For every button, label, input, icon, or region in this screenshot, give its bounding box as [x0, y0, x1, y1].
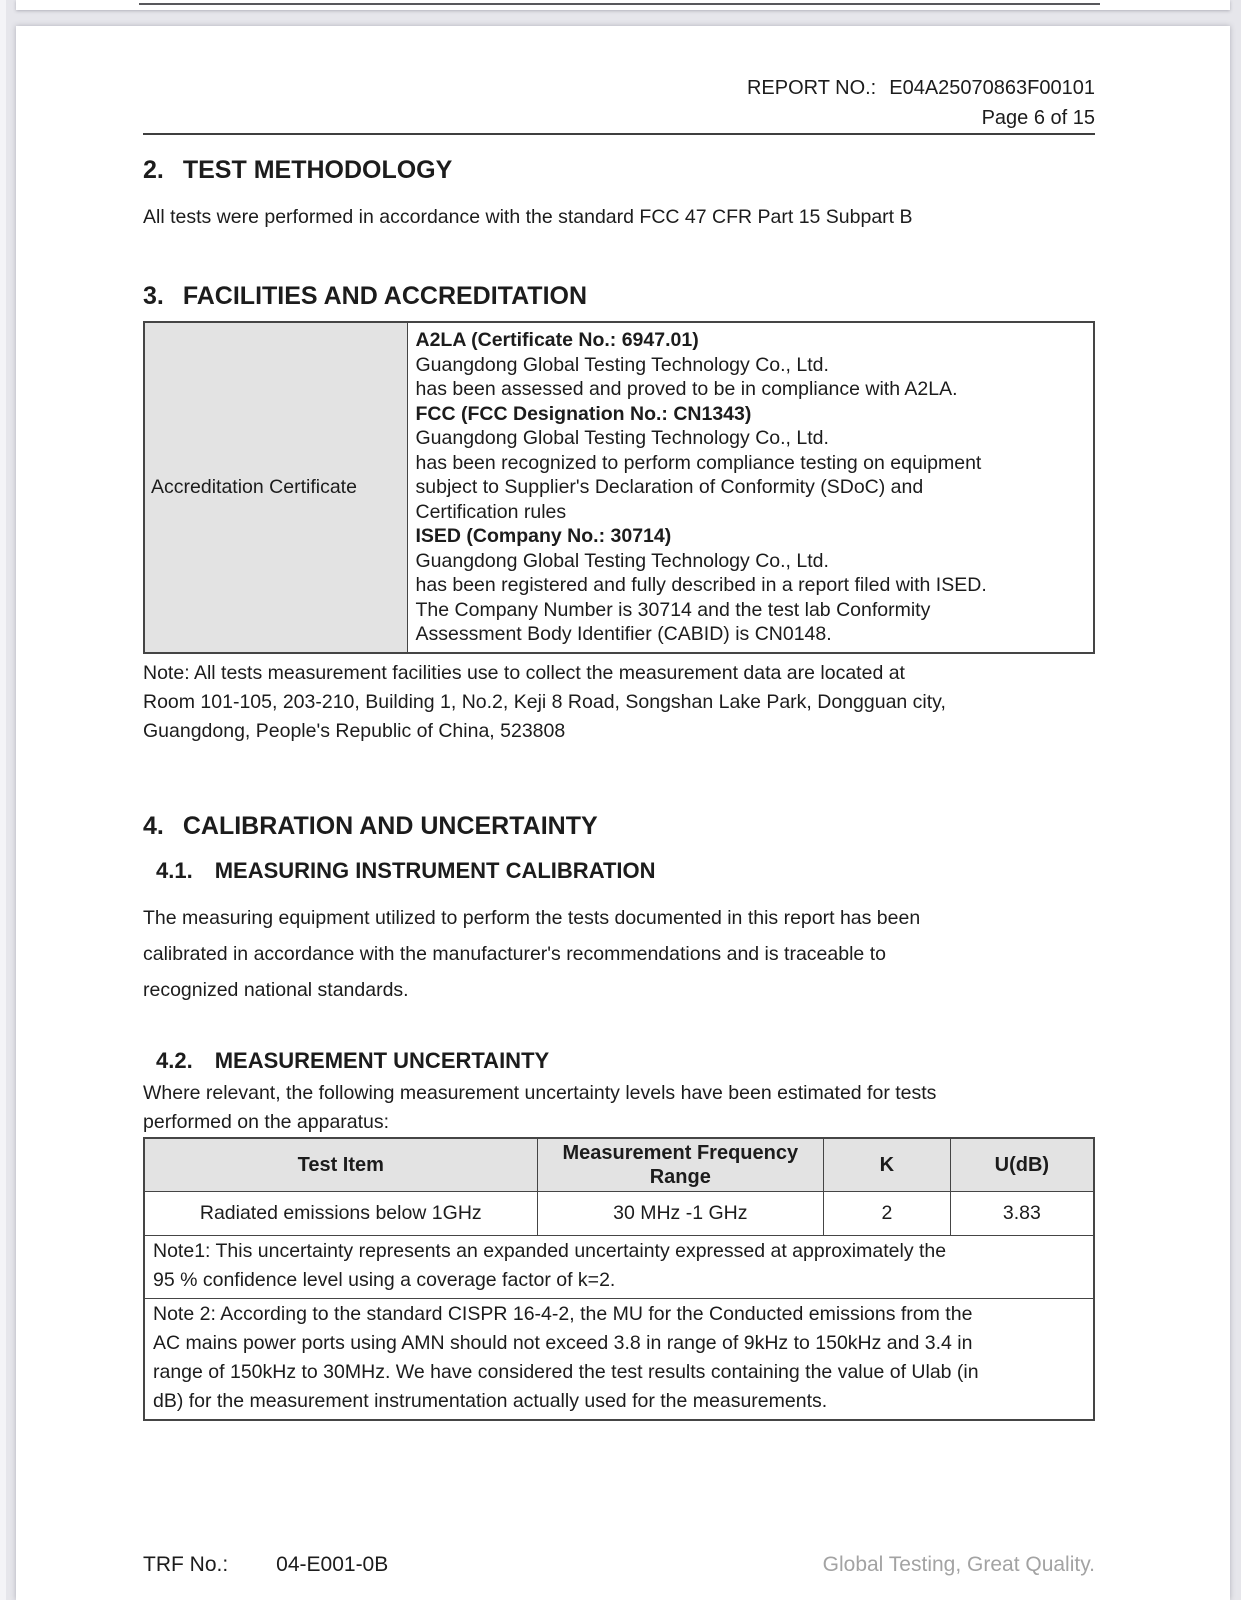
text-line: Where relevant, the following measurement uncertainty levels have been estimated for tests	[143, 1081, 937, 1104]
report-number-label: REPORT NO.:	[746, 77, 877, 99]
section-title: CALIBRATION AND UNCERTAINTY	[182, 811, 598, 840]
header-rule	[143, 133, 1095, 135]
text-line: Room 101-105, 203-210, Building 1, No.2, Keji 8 Road, Songshan Lake Park, Dongguan city,	[143, 690, 946, 713]
footer-slogan: Global Testing, Great Quality.	[822, 1553, 1095, 1576]
section-heading-4	[143, 810, 1095, 842]
page-number-line: Page 6 of 15	[981, 107, 1095, 129]
text-line: has been registered and fully described in a report filed with ISED.	[415, 574, 987, 596]
section-number: 4.2.	[156, 1047, 193, 1073]
column-header-test-item: Test Item	[144, 1138, 537, 1192]
text-line: has been recognized to perform compliance testing on equipment	[415, 451, 982, 474]
column-header-frequency-range: Measurement Frequency Range	[537, 1138, 824, 1192]
previous-page-rule	[139, 3, 1100, 5]
section-number: 4.	[143, 811, 164, 840]
text-line: Guangdong Global Testing Technology Co., Ltd.	[415, 427, 829, 449]
section-number: 2.	[143, 156, 164, 184]
a2la-lines	[416, 353, 1086, 402]
text-line: dB) for the measurement instrumentation actually used for the measurements.	[153, 1389, 828, 1412]
facilities-note	[143, 659, 1095, 746]
ised-lines	[416, 549, 1086, 647]
column-header-udb: U(dB)	[950, 1138, 1094, 1192]
section-heading-3	[143, 280, 1095, 312]
trf-number-value: 04-E001-0B	[276, 1553, 389, 1576]
text-line: Note 2: According to the standard CISPR 16-4-2, the MU for the Conducted emissions from the	[153, 1302, 973, 1325]
text-line: Guangdong, People's Republic of China, 523808	[143, 719, 566, 742]
cell-k: 2	[824, 1191, 951, 1235]
uncertainty-note-2	[144, 1298, 1094, 1420]
section-number: 3.	[143, 282, 164, 310]
a2la-heading: A2LA (Certificate No.: 6947.01)	[415, 329, 699, 351]
section-title: MEASUREMENT UNCERTAINTY	[214, 1047, 550, 1073]
table-row	[144, 322, 1094, 653]
page-footer	[143, 1553, 1095, 1577]
section-4-2-body	[143, 1079, 1095, 1137]
section-heading-4-1	[156, 855, 1095, 887]
text-line: Assessment Body Identifier (CABID) is CN0148.	[415, 623, 832, 645]
fcc-lines	[416, 426, 1086, 524]
report-number-value: E04A25070863F00101	[889, 77, 1095, 99]
section-heading-4-2	[156, 1045, 1095, 1077]
text-line: Note1: This uncertainty represents an expanded uncertainty expressed at approximately the	[153, 1239, 947, 1262]
ised-heading: ISED (Company No.: 30714)	[415, 525, 672, 547]
section-4-1-body	[143, 900, 1043, 1008]
accreditation-label-cell: Accreditation Certificate	[144, 322, 407, 653]
report-number-line	[143, 73, 1095, 103]
accreditation-table	[143, 321, 1095, 654]
cell-udb: 3.83	[950, 1191, 1094, 1235]
text-line: calibrated in accordance with the manufacturer's recommendations and is traceable to	[143, 942, 886, 965]
table-row	[144, 1191, 1094, 1235]
cell-test-item: Radiated emissions below 1GHz	[144, 1191, 537, 1235]
section-number: 4.1.	[156, 857, 193, 883]
text-line: Guangdong Global Testing Technology Co., Ltd.	[415, 353, 829, 376]
text-line: Guangdong Global Testing Technology Co., Ltd.	[415, 549, 829, 572]
trf-label: TRF No.:	[143, 1553, 229, 1576]
text-line: recognized national standards.	[143, 978, 409, 1001]
page-header	[143, 73, 1095, 135]
text-line: subject to Supplier's Declaration of Conformity (SDoC) and	[415, 476, 924, 498]
text-line: AC mains power ports using AMN should not exceed 3.8 in range of 9kHz to 150kHz and 3.4 in	[153, 1331, 973, 1354]
table-note-row	[144, 1298, 1094, 1420]
text-line: range of 150kHz to 30MHz. We have considered the test results containing the value of Ulab (in	[153, 1360, 979, 1383]
uncertainty-table	[143, 1137, 1095, 1421]
text-line: 95 % confidence level using a coverage factor of k=2.	[153, 1268, 616, 1291]
section-2-body: All tests were performed in accordance with the standard FCC 47 CFR Part 15 Subpart B	[143, 206, 913, 228]
section-title: FACILITIES AND ACCREDITATION	[182, 282, 588, 310]
section-heading-2	[143, 154, 1095, 186]
previous-page-edge	[16, 0, 1230, 10]
text-line: The Company Number is 30714 and the test lab Conformity	[415, 598, 931, 621]
text-line: Note: All tests measurement facilities use to collect the measurement data are located at	[143, 661, 905, 684]
report-page	[16, 26, 1230, 1600]
fcc-heading: FCC (FCC Designation No.: CN1343)	[415, 402, 752, 425]
column-header-k: K	[824, 1138, 951, 1192]
trf-number-line	[143, 1553, 388, 1577]
table-note-row	[144, 1235, 1094, 1298]
table-header-row	[144, 1138, 1094, 1192]
page-content	[143, 26, 1095, 1421]
text-line: has been assessed and proved to be in compliance with A2LA.	[415, 378, 958, 400]
uncertainty-note-1	[144, 1235, 1094, 1298]
text-line: performed on the apparatus:	[143, 1110, 390, 1133]
section-title: TEST METHODOLOGY	[182, 156, 453, 184]
section-title: MEASURING INSTRUMENT CALIBRATION	[214, 857, 656, 883]
cell-frequency-range: 30 MHz -1 GHz	[537, 1191, 824, 1235]
text-line: Certification rules	[415, 500, 567, 523]
text-line: The measuring equipment utilized to perform the tests documented in this report has been	[143, 906, 921, 929]
accreditation-content-cell	[407, 322, 1094, 653]
